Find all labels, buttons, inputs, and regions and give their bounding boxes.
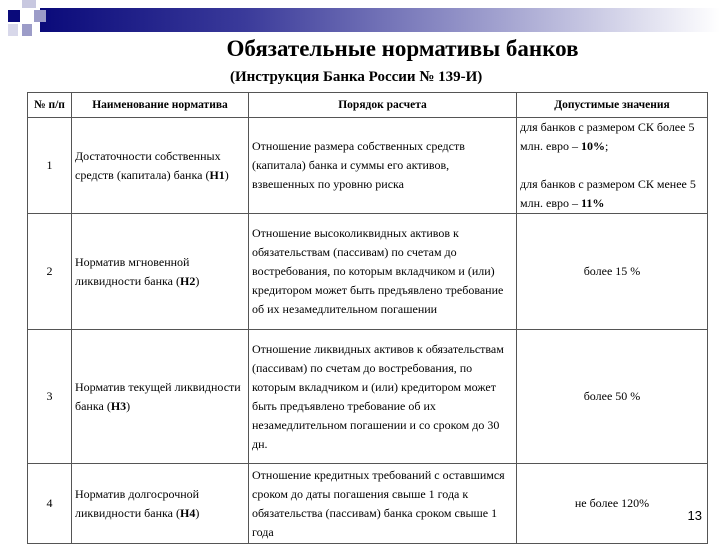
row-name: Норматив текущей ликвидности банка (Н3) <box>72 330 249 464</box>
row-num: 4 <box>28 464 72 544</box>
row-name: Достаточности собственных средств (капитала) банка (Н1) <box>72 118 249 214</box>
table-row <box>28 214 708 330</box>
table-row <box>28 330 708 464</box>
subtitle: (Инструкция Банка России № 139-И) <box>230 69 483 85</box>
row-calc: Отношение высоколиквидных активов к обязательствам (пассивам) по счетам до востребования, по которым вкладчиком и (или) кредитором может быть предъявлено требование об их незамедлительном погашении <box>249 214 517 330</box>
table-row <box>28 118 708 214</box>
decor-square <box>34 10 46 22</box>
row-value: более 50 % <box>517 330 708 464</box>
row-calc: Отношение ликвидных активов к обязательствам (пассивам) по счетам до востребования, по которым вкладчиком и (или) кредитором может быть предъявлено требование об их незамедлительном погашении и со сроком до 30 дн. <box>249 330 517 464</box>
table-header <box>28 93 708 118</box>
norms-table <box>27 92 708 544</box>
decor-square <box>22 0 36 8</box>
header-num: № п/п <box>28 93 72 118</box>
row-num: 1 <box>28 118 72 214</box>
decor-square <box>8 10 20 22</box>
row-calc: Отношение кредитных требований с оставшимся сроком до даты погашения свыше 1 года к обязательства (пассивам) банка сроком свыше 1 года <box>249 464 517 544</box>
row-value: более 15 % <box>517 214 708 330</box>
header-calc: Порядок расчета <box>249 93 517 118</box>
header-band <box>40 8 720 32</box>
header-value: Допустимые значения <box>517 93 708 118</box>
decor-square <box>22 24 32 36</box>
row-value: не более 120% <box>517 464 708 544</box>
page-number: 13 <box>687 508 702 523</box>
table-row <box>28 464 708 544</box>
header-name: Наименование норматива <box>72 93 249 118</box>
page-title: Обязательные нормативы банков <box>226 36 579 61</box>
row-num: 3 <box>28 330 72 464</box>
row-num: 2 <box>28 214 72 330</box>
decor-square <box>8 24 18 36</box>
row-name: Норматив долгосрочной ликвидности банка (Н4) <box>72 464 249 544</box>
row-name: Норматив мгновенной ликвидности банка (Н2) <box>72 214 249 330</box>
row-calc: Отношение размера собственных средств (капитала) банка и суммы его активов, взвешенных по уровню риска <box>249 118 517 214</box>
row-value: для банков с размером СК более 5 млн. евро – 10%; для банков с размером СК менее 5 млн. евро – 11% <box>517 118 708 214</box>
